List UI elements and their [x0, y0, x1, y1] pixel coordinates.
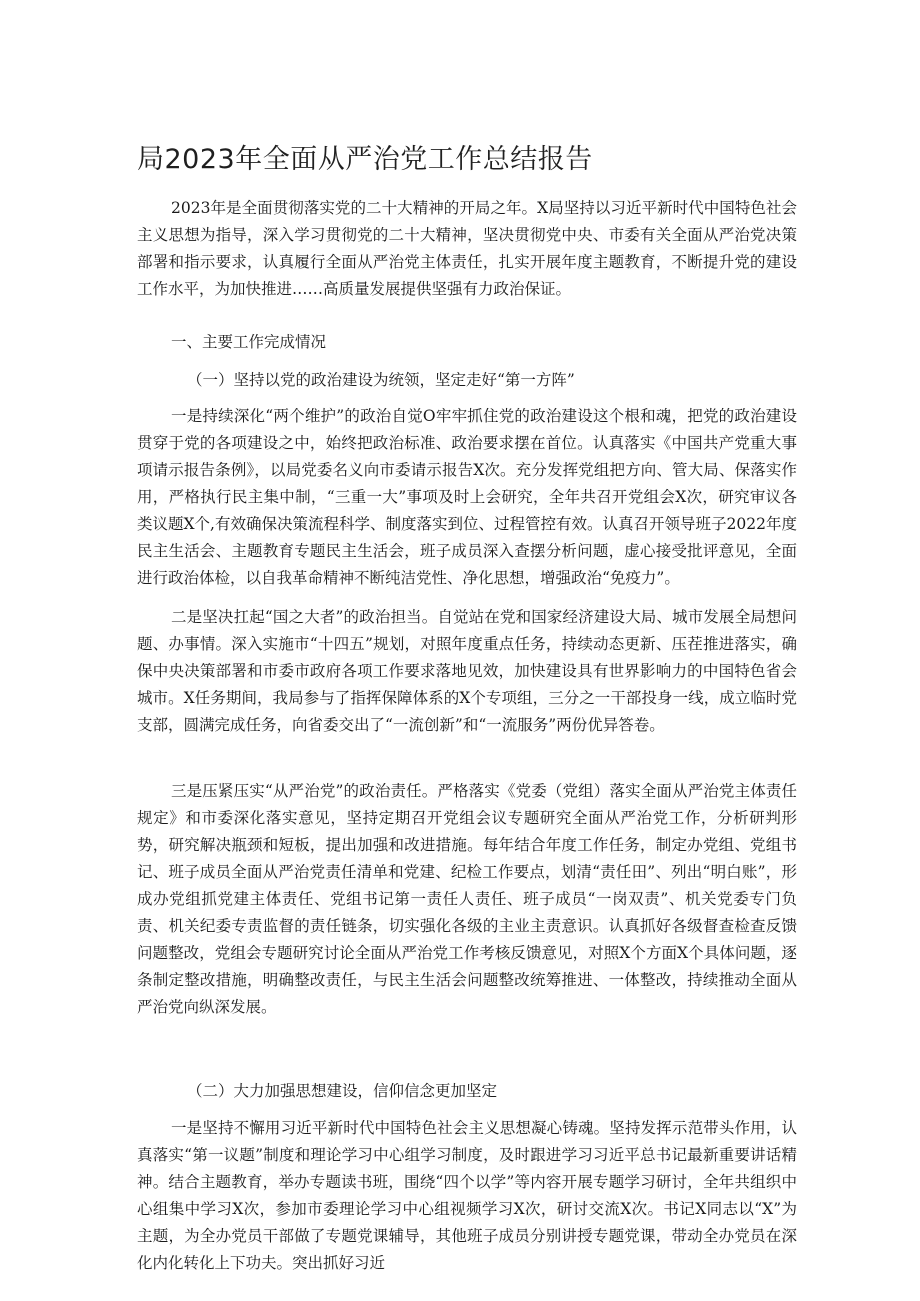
paragraph-strict-governance-responsibility: 三是压紧压实“从严治党”的政治责任。严格落实《党委（党组）落实全面从严治党主体责任规定》和市委深化落实意见，坚持定期召开党组会议专题研究全面从严治党工作，分析研判形势，研究解决瓶颈和短板，提出加强和改进措施。每年结合年度工作任务，制定办党组、党组书记、班子成员全面从严治党责任清单和党建、纪检工作要点，划清“责任田”、列出“明白账”，形成办党组抓党建主体责任、党组书记第一责任人责任、班子成员“一岗双责”、机关党委专门负责、机关纪委专责监督的责任链条，切实强化各级的主业主责意识。认真抓好各级督查检查反馈问题整改，党组会专题研究讨论全面从严治党工作考核反馈意见，对照X个方面X个具体问题，逐条制定整改措施，明确整改责任，与民主生活会问题整改统筹推进、一体整改，持续推动全面从严治党向纵深发展。 [137, 782, 797, 1016]
subsection-heading-political-building: （一）坚持以党的政治建设为统领，坚定走好“第一方阵” [187, 371, 575, 389]
subsection-heading-ideological-building: （二）大力加强思想建设，信仰信念更加坚定 [187, 1082, 498, 1100]
intro-paragraph: 2023年是全面贯彻落实党的二十大精神的开局之年。X局坚持以习近平新时代中国特色社会主义思想为指导，深入学习贯彻党的二十大精神，坚决贯彻党中央、市委有关全面从严治党决策部署和指示要求，认真履行全面从严治党主体责任，扎实开展年度主题教育，不断提升党的建设工作水平，为加快推进……高质量发展提供坚强有力政治保证。 [137, 199, 797, 298]
section-heading-main-work: 一、主要工作完成情况 [171, 333, 327, 351]
paragraph-xi-thought-study: 一是坚持不懈用习近平新时代中国特色社会主义思想凝心铸魂。坚持发挥示范带头作用，认真落实“第一议题”制度和理论学习中心组学习制度，及时跟进学习习近平总书记最新重要讲话精神。结合主题教育，举办专题读书班，围绕“四个以学”等内容开展专题学习研讨，全年共组织中心组集中学习X次，参加市委理论学习中心组视频学习X次，研讨交流X次。书记X同志以“X”为主题，为全办党员干部做了专题党课辅导，其他班子成员分别讲授专题党课，带动全办党员在深化内化转化上下功夫。突出抓好习近 [137, 1119, 797, 1272]
document-title: 局2023年全面从严治党工作总结报告 [137, 144, 593, 175]
paragraph-national-priorities: 二是坚决扛起“国之大者”的政治担当。自觉站在党和国家经济建设大局、城市发展全局想问题、办事情。深入实施市“十四五”规划，对照年度重点任务，持续动态更新、压茬推进落实，确保中央决策部署和市委市政府各项工作要求落地见效，加快建设具有世界影响力的中国特色省会城市。X任务期间，我局参与了指挥保障体系的X个专项组，三分之一干部投身一线，成立临时党支部，圆满完成任务，向省委交出了“一流创新”和“一流服务”两份优异答卷。 [137, 608, 797, 734]
paragraph-two-maintenances: 一是持续深化“两个维护”的政治自觉O牢牢抓住党的政治建设这个根和魂，把党的政治建设贯穿于党的各项建设之中，始终把政治标准、政治要求摆在首位。认真落实《中国共产党重大事项请示报告条例》，以局党委名义向市委请示报告X次。充分发挥党组把方向、管大局、保落实作用，严格执行民主集中制，“三重一大”事项及时上会研究，全年共召开党组会X次，研究审议各类议题X个,有效确保决策流程科学、制度落实到位、过程管控有效。认真召开领导班子2022年度民主生活会、主题教育专题民主生活会，班子成员深入查摆分析问题，虚心接受批评意见，全面进行政治体检，以自我革命精神不断纯洁党性、净化思想，增强政治“免疫力”。 [137, 407, 797, 587]
